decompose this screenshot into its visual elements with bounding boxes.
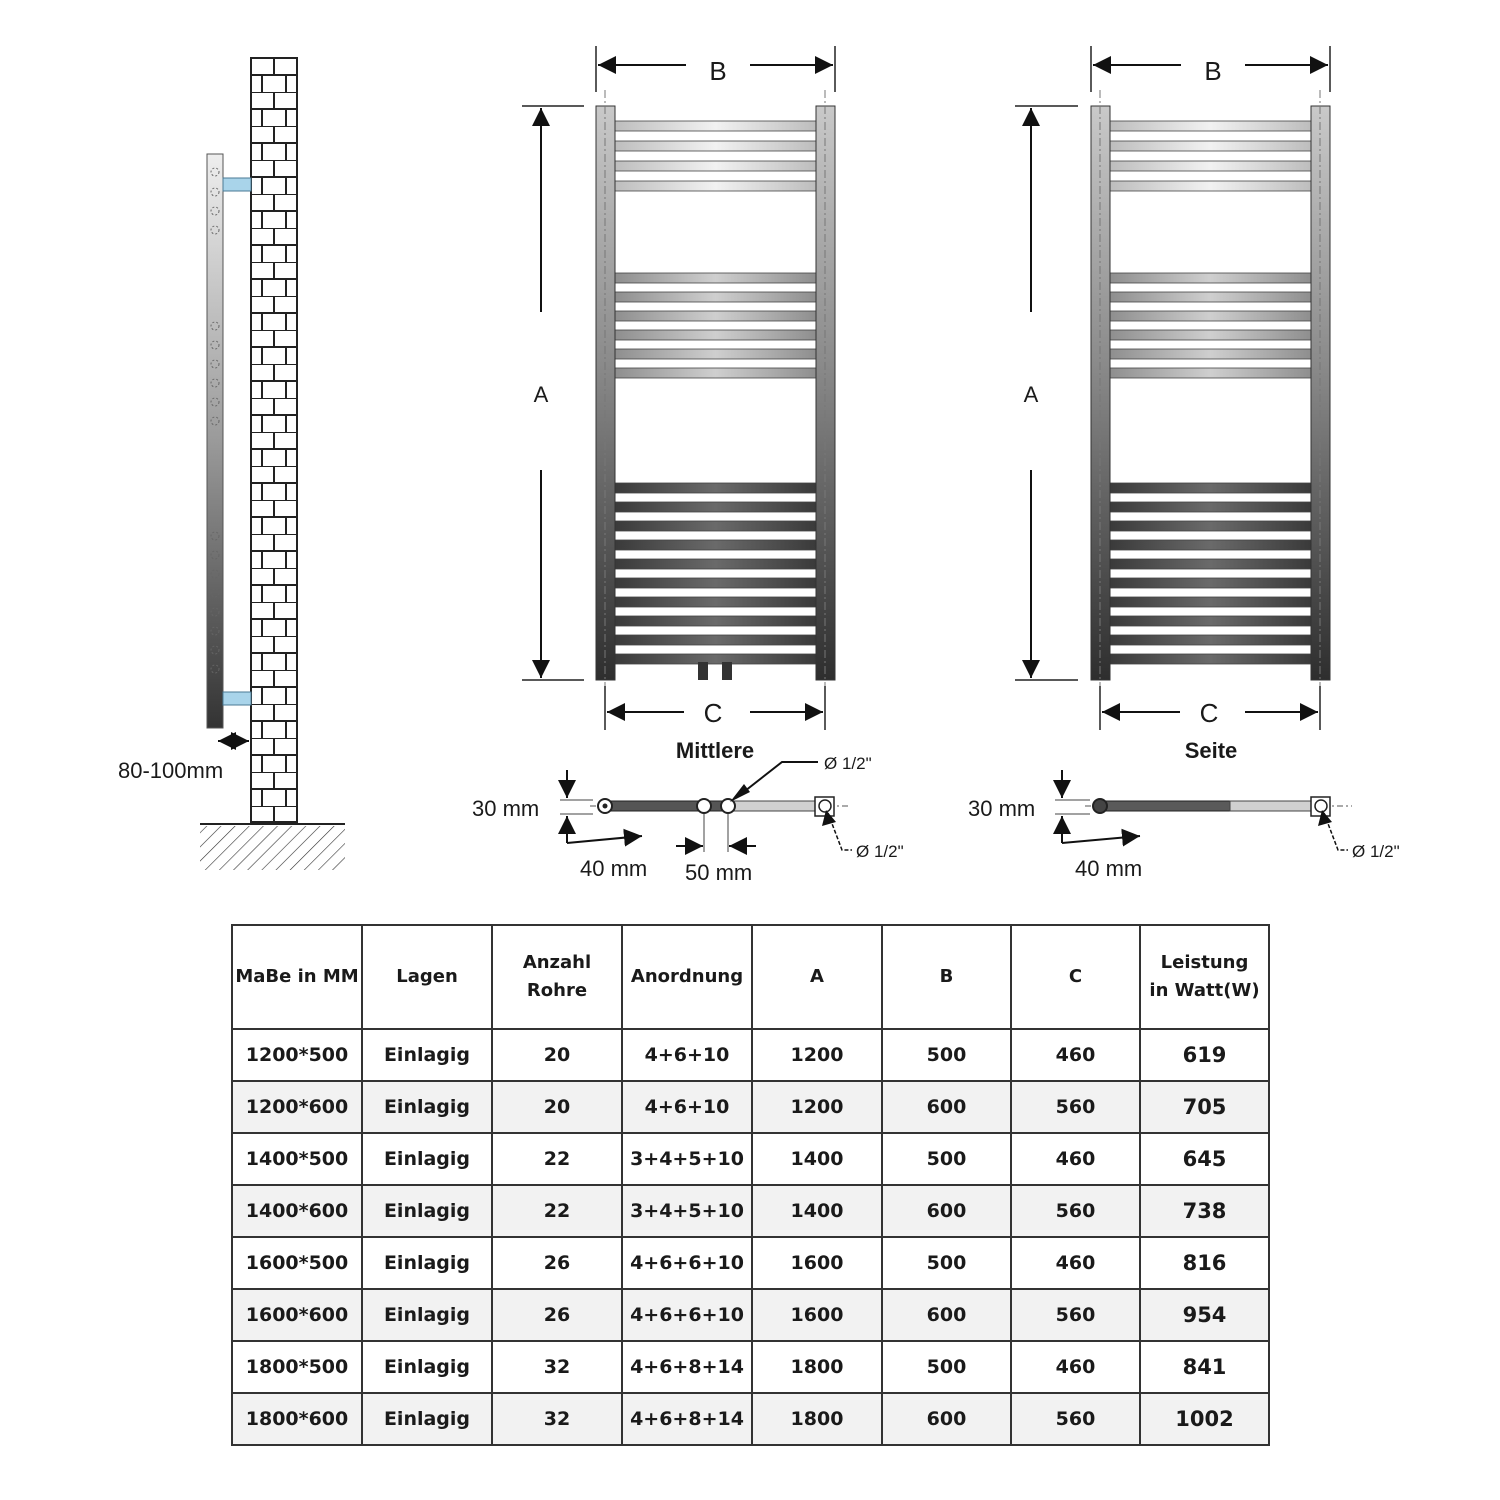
table-cell: Einlagig <box>362 1081 492 1133</box>
table-cell: 816 <box>1140 1237 1269 1289</box>
towel-bar <box>1110 311 1311 321</box>
towel-bar <box>1110 349 1311 359</box>
table-cell: 560 <box>1011 1185 1140 1237</box>
towel-bar <box>1110 540 1311 550</box>
rail-end-left <box>1093 799 1107 813</box>
table-cell: 954 <box>1140 1289 1269 1341</box>
table-cell: 4+6+6+10 <box>622 1289 752 1341</box>
table-cell: 738 <box>1140 1185 1269 1237</box>
table-cell: 4+6+8+14 <box>622 1393 752 1445</box>
table-cell: 3+4+5+10 <box>622 1185 752 1237</box>
table-header-row <box>232 925 1269 1029</box>
towel-bar <box>1110 521 1311 531</box>
table-cell: 600 <box>882 1081 1011 1133</box>
table-cell: 1200 <box>752 1029 882 1081</box>
table-cell: 460 <box>1011 1133 1140 1185</box>
table-cell: 600 <box>882 1393 1011 1445</box>
table-cell: 1800 <box>752 1341 882 1393</box>
table-cell: 1002 <box>1140 1393 1269 1445</box>
connection-left <box>697 799 711 813</box>
table-cell: 1600*600 <box>232 1289 362 1341</box>
towel-bar <box>1110 368 1311 378</box>
towel-bar <box>1110 292 1311 302</box>
table-cell: 460 <box>1011 1029 1140 1081</box>
table-cell: 460 <box>1011 1237 1140 1289</box>
towel-bar <box>615 654 816 664</box>
table-row <box>232 1393 1269 1445</box>
towel-bar <box>1110 181 1311 191</box>
table-cell: 1200*600 <box>232 1081 362 1133</box>
towel-bar <box>1110 578 1311 588</box>
table-cell: 560 <box>1011 1393 1140 1445</box>
column-header: Anordnung <box>622 925 752 1029</box>
table-cell: 1600 <box>752 1237 882 1289</box>
radiator-side-rail <box>207 154 223 728</box>
towel-bar <box>615 330 816 340</box>
table-cell: 1600*500 <box>232 1237 362 1289</box>
towel-bar <box>1110 121 1311 131</box>
table-cell: 500 <box>882 1029 1011 1081</box>
table-cell: 460 <box>1011 1341 1140 1393</box>
table-row <box>232 1341 1269 1393</box>
towel-bar <box>615 616 816 626</box>
table-cell: 1600 <box>752 1289 882 1341</box>
wall-bracket-bottom <box>223 692 251 705</box>
table-cell: Einlagig <box>362 1237 492 1289</box>
valve-left <box>698 662 708 680</box>
dim-c-label: C <box>1199 698 1219 728</box>
connection-detail-seite <box>968 770 1400 881</box>
towel-bar <box>615 483 816 493</box>
thread-label: Ø 1/2" <box>1352 842 1400 861</box>
towel-bar <box>615 273 816 283</box>
table-cell: 4+6+6+10 <box>622 1237 752 1289</box>
towel-bar <box>615 161 816 171</box>
towel-bar <box>615 121 816 131</box>
table-cell: 1800 <box>752 1393 882 1445</box>
dim-b-label: B <box>709 56 727 86</box>
table-cell: 645 <box>1140 1133 1269 1185</box>
towel-bar <box>1110 273 1311 283</box>
column-header: B <box>882 925 1011 1029</box>
column-header: C <box>1011 925 1140 1029</box>
towel-bar <box>1110 559 1311 569</box>
table-cell: 20 <box>492 1081 622 1133</box>
view-caption: Mittlere <box>675 738 755 763</box>
table-cell: 1800*500 <box>232 1341 362 1393</box>
column-header: Anzahl Rohre <box>492 925 622 1029</box>
height-label: 30 mm <box>472 796 540 821</box>
brick-wall <box>251 58 297 822</box>
towel-bar <box>615 578 816 588</box>
towel-bar <box>1110 483 1311 493</box>
table-cell: 619 <box>1140 1029 1269 1081</box>
table-cell: 22 <box>492 1133 622 1185</box>
towel-bar <box>615 521 816 531</box>
towel-bar <box>1110 635 1311 645</box>
towel-bar <box>615 635 816 645</box>
dim-a-label: A <box>1023 382 1039 407</box>
thread-top-label: Ø 1/2" <box>824 754 872 773</box>
table-cell: Einlagig <box>362 1029 492 1081</box>
table-cell: Einlagig <box>362 1185 492 1237</box>
offset-label: 40 mm <box>580 856 648 881</box>
towel-bar <box>1110 597 1311 607</box>
towel-bar <box>615 540 816 550</box>
towel-bar <box>615 349 816 359</box>
front-view-seite <box>1015 46 1330 763</box>
table-row <box>232 1133 1269 1185</box>
table-cell: 560 <box>1011 1081 1140 1133</box>
front-view-mittlere <box>522 46 835 763</box>
towel-bar <box>615 292 816 302</box>
table-cell: 1400 <box>752 1185 882 1237</box>
table-cell: 1200 <box>752 1081 882 1133</box>
towel-bar <box>1110 654 1311 664</box>
table-cell: 1400*500 <box>232 1133 362 1185</box>
valve-right <box>722 662 732 680</box>
dim-a-label: A <box>533 382 549 407</box>
table-cell: 32 <box>492 1393 622 1445</box>
table-cell: 500 <box>882 1237 1011 1289</box>
thread-bottom-label: Ø 1/2" <box>856 842 904 861</box>
towel-bar <box>615 502 816 512</box>
towel-bars <box>615 121 816 664</box>
table-cell: 500 <box>882 1341 1011 1393</box>
table-row <box>232 1029 1269 1081</box>
table-cell: 4+6+10 <box>622 1081 752 1133</box>
towel-bar <box>1110 330 1311 340</box>
towel-bar <box>615 141 816 151</box>
column-header: MaBe in MM <box>232 925 362 1029</box>
table-row <box>232 1081 1269 1133</box>
column-header: A <box>752 925 882 1029</box>
towel-bar <box>1110 141 1311 151</box>
table-cell: 1400 <box>752 1133 882 1185</box>
towel-bar <box>615 368 816 378</box>
table-cell: 3+4+5+10 <box>622 1133 752 1185</box>
dim-b-label: B <box>1204 56 1222 86</box>
towel-bars <box>1110 121 1311 664</box>
towel-bar <box>615 311 816 321</box>
side-view <box>118 58 345 870</box>
table-cell: Einlagig <box>362 1393 492 1445</box>
table-cell: 4+6+8+14 <box>622 1341 752 1393</box>
table-cell: Einlagig <box>362 1341 492 1393</box>
dim-c-label: C <box>703 698 723 728</box>
towel-bar <box>615 597 816 607</box>
table-cell: 841 <box>1140 1341 1269 1393</box>
table-row <box>232 1289 1269 1341</box>
table-cell: 1400*600 <box>232 1185 362 1237</box>
table-cell: 1200*500 <box>232 1029 362 1081</box>
table-cell: Einlagig <box>362 1133 492 1185</box>
table-cell: 560 <box>1011 1289 1140 1341</box>
towel-bar <box>1110 616 1311 626</box>
column-header: Lagen <box>362 925 492 1029</box>
table-cell: 26 <box>492 1289 622 1341</box>
floor <box>200 824 345 870</box>
table-cell: 26 <box>492 1237 622 1289</box>
connection-detail-mittlere <box>472 754 904 885</box>
connection-right <box>721 799 735 813</box>
spacing-label: 50 mm <box>685 860 753 885</box>
view-caption: Seite <box>1184 738 1238 763</box>
table-cell: 600 <box>882 1185 1011 1237</box>
table-cell: 20 <box>492 1029 622 1081</box>
table-cell: 32 <box>492 1341 622 1393</box>
table-row <box>232 1237 1269 1289</box>
specification-table <box>231 924 1270 1446</box>
table-cell: 22 <box>492 1185 622 1237</box>
table-cell: 4+6+10 <box>622 1029 752 1081</box>
table-cell: 705 <box>1140 1081 1269 1133</box>
table-cell: Einlagig <box>362 1289 492 1341</box>
table-cell: 500 <box>882 1133 1011 1185</box>
table-row <box>232 1185 1269 1237</box>
table-cell: 600 <box>882 1289 1011 1341</box>
towel-bar <box>615 181 816 191</box>
distance-label: 80-100mm <box>118 758 224 783</box>
offset-label: 40 mm <box>1075 856 1143 881</box>
wall-bracket-top <box>223 178 251 191</box>
column-header: Leistung in Watt(W) <box>1140 925 1269 1029</box>
towel-bar <box>1110 161 1311 171</box>
towel-bar <box>1110 502 1311 512</box>
table-cell: 1800*600 <box>232 1393 362 1445</box>
height-label: 30 mm <box>968 796 1036 821</box>
towel-bar <box>615 559 816 569</box>
